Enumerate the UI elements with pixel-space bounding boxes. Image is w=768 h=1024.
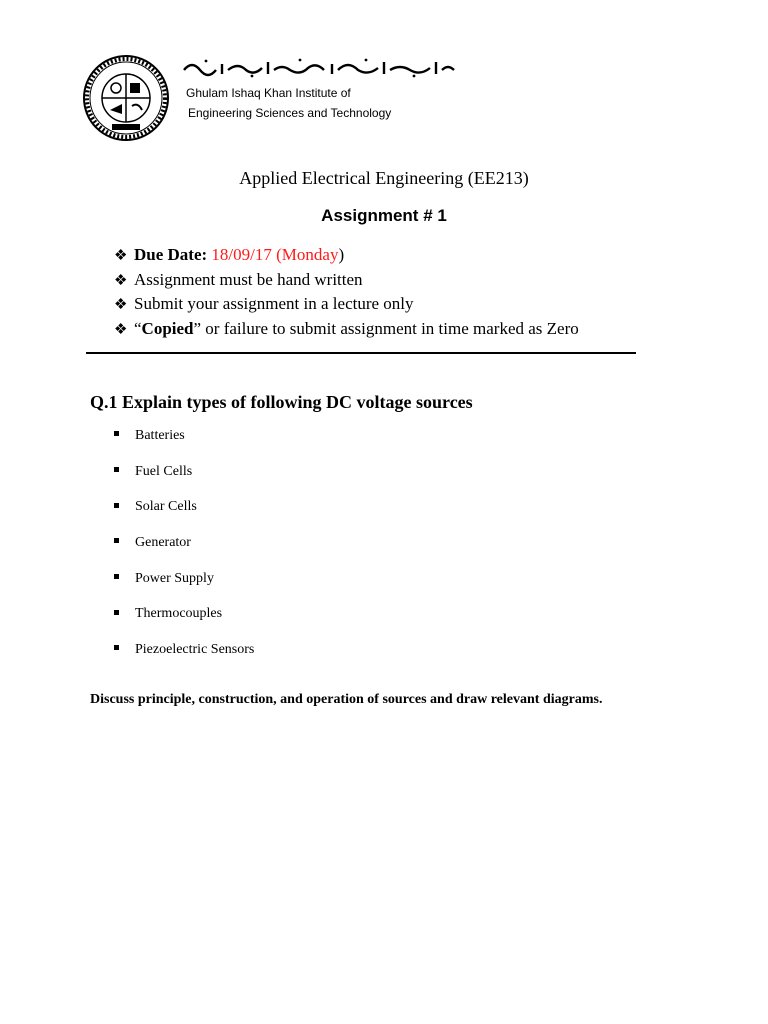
- dc-sources-list: [114, 428, 254, 678]
- question-1-title: Q.1 Explain types of following DC voltage sources: [90, 392, 473, 412]
- due-day-close: ): [338, 245, 345, 264]
- rule-copied-zero: [114, 319, 579, 344]
- open-quote: “: [134, 318, 142, 338]
- institute-name-line-2: Engineering Sciences and Technology: [188, 106, 392, 120]
- list-item: [114, 535, 254, 571]
- assignment-title: Assignment # 1: [321, 206, 447, 225]
- list-item-label: Solar Cells: [135, 499, 197, 515]
- square-bullet-icon: [114, 574, 119, 579]
- institute-header: [82, 48, 502, 148]
- list-item: [114, 571, 254, 607]
- rule-hand-written: [114, 270, 579, 295]
- due-day: (Monday: [276, 245, 339, 264]
- square-bullet-icon: [114, 503, 119, 508]
- list-item: [114, 606, 254, 642]
- diamond-bullet-icon: ❖: [114, 272, 128, 289]
- rule-text: Assignment must be hand written: [134, 269, 363, 289]
- institute-name-line-1: Ghulam Ishaq Khan Institute of: [186, 86, 351, 100]
- square-bullet-icon: [114, 467, 119, 472]
- urdu-institute-name: [182, 56, 457, 78]
- rule-text: Submit your assignment in a lecture only: [134, 294, 414, 313]
- diamond-bullet-icon: ❖: [114, 321, 128, 338]
- list-item-label: Batteries: [135, 428, 185, 443]
- square-bullet-icon: [114, 431, 119, 436]
- diamond-bullet-icon: ❖: [114, 248, 128, 264]
- rule-text: ” or failure to submit assignment in time marked as Zero: [193, 318, 579, 338]
- diamond-bullet-icon: ❖: [114, 297, 128, 313]
- list-item-label: Power Supply: [135, 570, 214, 586]
- institute-seal-logo: [82, 54, 170, 142]
- due-date-value: 18/09/17: [211, 245, 272, 264]
- list-item: [114, 464, 254, 500]
- list-item-label: Thermocouples: [135, 606, 223, 622]
- list-item-label: Piezoelectric Sensors: [135, 642, 255, 658]
- list-item: [114, 499, 254, 535]
- square-bullet-icon: [114, 645, 119, 650]
- list-item: [114, 642, 254, 678]
- copied-word: Copied: [141, 318, 194, 338]
- assignment-rules-list: [114, 245, 579, 343]
- rule-submit-lecture: [114, 294, 579, 319]
- course-title: Applied Electrical Engineering (EE213): [239, 168, 529, 188]
- square-bullet-icon: [114, 610, 119, 615]
- rule-due-date: [114, 245, 579, 270]
- question-instruction: Discuss principle, construction, and operation of sources and draw relevant diagrams.: [90, 692, 603, 707]
- section-divider: [86, 352, 636, 354]
- list-item: [114, 428, 254, 464]
- due-date-label: Due Date:: [134, 245, 208, 264]
- list-item-label: Fuel Cells: [135, 463, 193, 479]
- square-bullet-icon: [114, 538, 119, 543]
- list-item-label: Generator: [135, 535, 191, 551]
